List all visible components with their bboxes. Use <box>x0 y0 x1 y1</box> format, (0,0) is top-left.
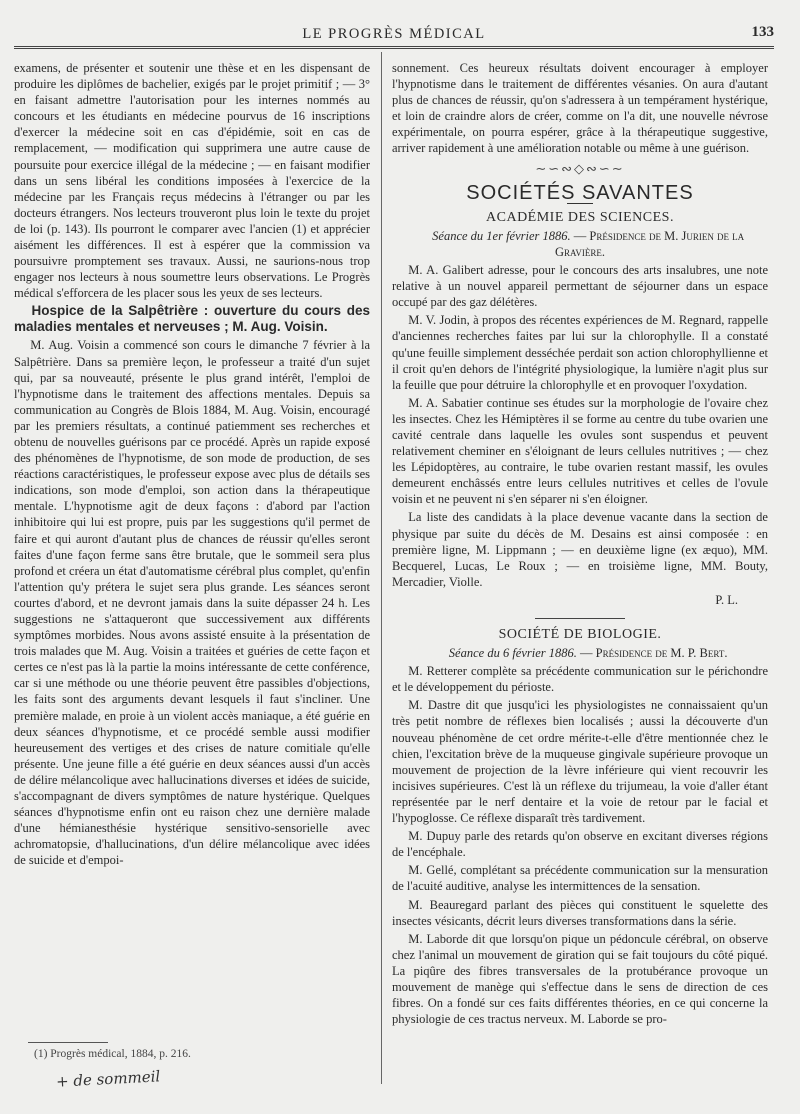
session-line <box>392 228 768 260</box>
handwritten-note: + de sommeil <box>55 1067 161 1091</box>
left-column <box>14 60 370 871</box>
footnote-rule <box>28 1042 108 1043</box>
paragraph: M. A. Galibert adresse, pour le concours des arts insalubres, une note relative à un nouvel appareil permettant de séjourner dans un espace occupé par des gaz délétères. <box>392 263 768 310</box>
paragraph: M. Retterer complète sa précédente communication sur le périchondre et le développement du périoste. <box>392 664 768 695</box>
journal-title: LE PROGRÈS MÉDICAL <box>302 26 486 42</box>
article-heading: Hospice de la Salpêtrière : ouverture du cours des maladies mentales et nerveuses ; M. Aug. Voisin. <box>14 303 370 335</box>
column-divider <box>381 52 382 1084</box>
header-rule <box>14 46 774 49</box>
session-date: Séance du 6 février 1886. <box>448 646 577 661</box>
paragraph: M. Beauregard parlant des pièces qui constituent le squelette des insectes vésicants, décrit leurs diverses transformations dans la série. <box>392 897 768 928</box>
footnote: (1) Progrès médical, 1884, p. 216. <box>34 1048 191 1060</box>
paragraph: M. Dastre dit que jusqu'ici les physiologistes ne connaissaient qu'un très petit nombre de réflexes bien localisés ; aussi la découverte d'un nouveau phénomène de cet ordre mérite-t-elle d'être mentionnée chez le chien, l'excitation brève de la muqueuse gingivale supérieure provoque un mouvement de projection de la lèvre inférieure qui vient recouvrir les incisives supérieures. C'est là un réflexe du trijumeau, la voie d'aller étant représentée par le nerf dentaire et la voie de retour par le facial et l'hypoglosse. Ce réflexe disparaît très tardivement. <box>392 698 768 826</box>
paragraph: La liste des candidats à la place devenue vacante dans la section de physique par suite du décès de M. Desains est ainsi composée : en première ligne, M. Lippmann ; — en deuxième ligne (ex æquo), MM. Becquerel, Lucas, Le Roux ; — en troisième ligne, MM. Bouty, Mercadier, Violle. <box>392 510 768 589</box>
right-column <box>392 60 768 1029</box>
paragraph: examens, de présenter et soutenir une thèse et en les dispensant de produire les diplômes de bachelier, exigés par le projet primitif ; — 3° en faisant admettre l'autorisation pour les internes nommés au concours et les étudiants en médecine pourvus de 16 inscriptions d'exercer la médecine soit en cas d'épidémie, soit en cas de remplacement, — modification qui supprimera une autre cause de poursuite pour exercice illégal de la médecine ; — en faisant modifier dans un sens libéral les conditions imposées à l'exercice de la médecine par les Français reçus médecins à l'étranger ou par les docteurs étrangers. Nos lecteurs trouveront plus loin le texte du projet de loi (p. 143). Ils pourront le comparer avec l'ancien (1) et apprécier aisément les différences. Il est à espérer que la commission va poursuivre promptement ses travaux. Aussi, ne saurions-nous trop engager nos lecteurs à nous soumettre leurs observations. Le Progrès médical s'efforcera de les placer sous les yeux de ses lecteurs. <box>14 61 370 301</box>
session-date: Séance du 1er février 1886. <box>432 228 571 243</box>
signature: P. L. <box>715 592 738 607</box>
paragraph: M. V. Jodin, à propos des récentes expériences de M. Regnard, rappelle d'anciennes recherches faites par lui sur la chlorophylle. Il a constaté qu'une feuille simplement desséchée perdait son action chlorophyllienne et il croit qu'en dehors de l'intégrité physiologique, la lumière n'agit plus sur la feuille que pour détruire la chlorophylle et en provoquer l'oxydation. <box>392 313 768 392</box>
section-title: SOCIÉTÉS SAVANTES <box>466 181 694 204</box>
section-rule <box>535 618 625 619</box>
paragraph: M. Gellé, complétant sa précédente communication sur la mensuration de l'acuité auditive, analyse les intermittences de la sensation. <box>392 863 768 894</box>
session-line <box>392 645 768 661</box>
paragraph: sonnement. Ces heureux résultats doivent encourager à employer l'hypnotisme dans le traitement de différentes vésanies. On aura d'autant plus de chances de réussir, qu'on s'adressera à un tempérament hystérique, et loin de craindre alors de créer, comme on l'a dit, une nouvelle névrose expérimentale, on pourra espérer, grâce à la thérapeutique suggestive, arriver rapidement à une amélioration notable ou même à une guérison. <box>392 61 768 156</box>
page-header <box>14 24 774 44</box>
paragraph: M. Dupuy parle des retards qu'on observe en excitant diverses régions de l'encéphale. <box>392 829 768 860</box>
paragraph: M. Aug. Voisin a commencé son cours le dimanche 7 février à la Salpêtrière. Dans sa première leçon, le professeur a traité d'un sujet qui, par sa nouveauté, présente le plus grand intérêt, l'emploi de l'hypnotisme dans le traitement des affections mentales. Depuis sa communication au Congrès de Blois 1884, M. Aug. Voisin, encouragé par les premiers résultats, a continué patiemment ses recherches et obtenu de nouvelles guérisons par ce procédé. Après un rapide exposé des phénomènes de l'hypnotisme, de son mode de production, de ses réactions caractéristiques, le professeur expose avec plus de détails ses indications, son mode d'emploi, son action dans la thérapeutique mentale. L'hypnotisme agit de deux façons : d'abord par l'action inhibitoire qui lui est propre, puis par les suggestions qu'il permet de faire et qui auront d'autant plus de chances de réussir qu'elles seront faites d'une façon ferme sans être brutale, que le sommeil sera plus profond et créera un état d'automatisme cérébral plus complet, qu'enfin l'attention qu'y prétera le sujet sera plus grande. Les séances seront courtes d'abord, et ne devront jamais dans la suite dépasser 24 h. Les suggestions ne s'attaqueront que successivement aux différents symptômes morbides. Nous avons assisté ensuite à la présentation de trois malades que M. Aug. Voisin a traitées et guéries de cette façon et certes ce n'est pas là la partie la moins intéressante de cette conférence, car si une méthode ou une théorie peuvent être passibles d'objections, les faits sont des arguments devant lesquels il faut s'incliner. Une première malade, en proie à un violent accès maniaque, a été guérie en deux séances d'hypnotisme, et ce procédé semble aussi modifier heureusement des vertiges et des crises de nature comitiale qu'elle présente. Une jeune fille a été guérie en deux séances aussi d'un accès de délire mélancolique avec hallucinations diverses et idées de suicide, s'accompagnant de divers symptômes de nature hystérique. Quelques séances d'hypnotisme enfin ont eu raison chez une dernière malade d'une hémianesthésie hystérique sensitivo-sensorielle avec achromatopsie, d'hallucinations, d'un délire mélancolique avec idées de suicide et d'empoi- <box>14 338 370 868</box>
session-presidency: — Présidence de M. P. Bert. <box>580 646 728 661</box>
session-presidency: — Présidence de M. Jurien de la Gravière. <box>555 228 745 259</box>
subsection-title: SOCIÉTÉ DE BIOLOGIE. <box>498 627 662 642</box>
subsection-title: ACADÉMIE DES SCIENCES. <box>486 209 674 225</box>
page-number: 133 <box>751 24 774 40</box>
ornament-divider: ∼∽∾◇∾∽∼ <box>535 160 625 176</box>
paragraph: M. A. Sabatier continue ses études sur la morphologie de l'ovaire chez les insectes. Chez les Hémiptères il se forme au centre du tube ovarien une cavité centrale dans laquelle les ovules sont suspendus et peuvent relativement cheminer en s'éloignant de leurs cellules nutritives ; — chez les Lépidoptères, au contraire, le tube ovarien restant massif, les ovules demeurent enchâssés entre leurs cellules nutritives et celles de l'ovule voisin et ne peuvent ni s'en séparer ni s'en éloigner. <box>392 395 768 507</box>
paragraph: M. Laborde dit que lorsqu'on pique un pédoncule cérébral, on observe chez l'animal un mouvement de giration qui se fait toujours du côté piqué. La piqûre des fibres transversales de la protubérance provoque un mouvement de manège qui s'effectue dans le sens de direction de ces fibres. On a fondé sur ces faits différentes théories, en ce qui concerne la physiologie de ces tractus nerveux. M. Laborde se pro- <box>392 931 768 1027</box>
